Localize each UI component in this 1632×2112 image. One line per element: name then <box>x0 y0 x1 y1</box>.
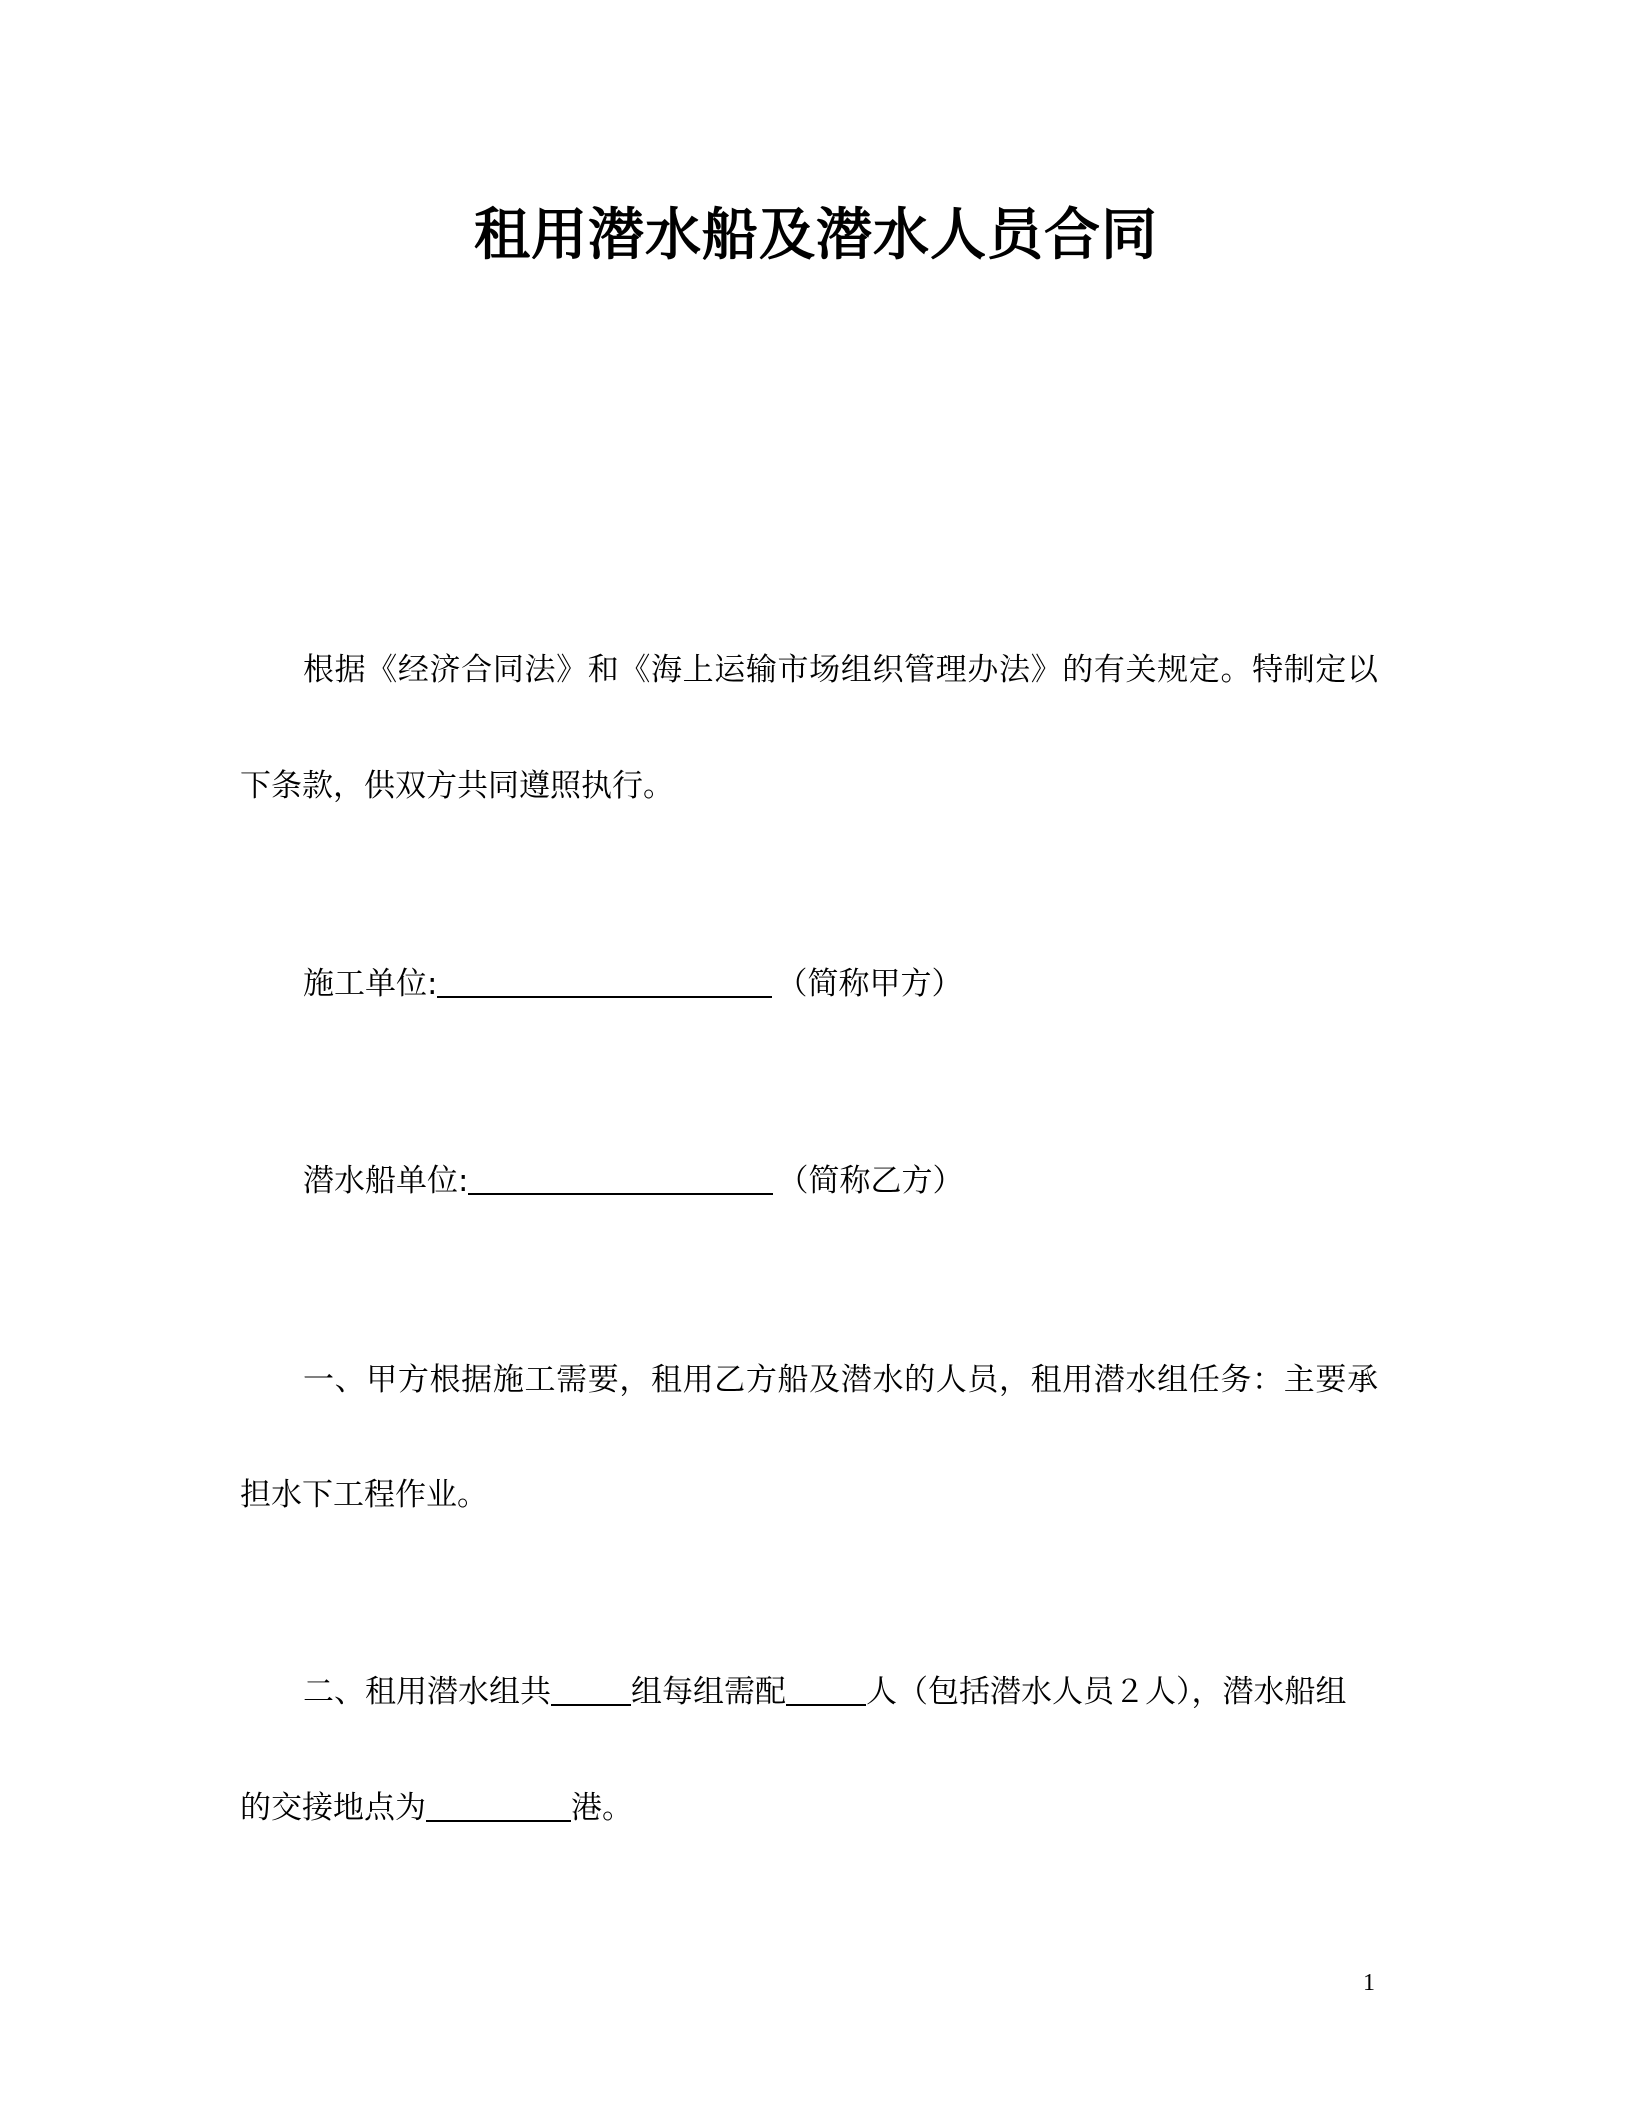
clause-2-text-part-1: 二、租用潜水组共 <box>303 1674 551 1710</box>
clause-1-text-2: 担水下工程作业。 <box>240 1477 488 1513</box>
party-b-suffix: （简称乙方） <box>777 1163 964 1199</box>
group-count-blank[interactable] <box>551 1674 631 1706</box>
handover-port-blank[interactable] <box>426 1790 571 1822</box>
clause-2-line-1 <box>303 1670 1347 1714</box>
party-a-line <box>303 962 962 1006</box>
intro-text-1: 根据《经济合同法》和《海上运输市场组织管理办法》的有关规定。特制定以 <box>303 652 1378 688</box>
clause-2-text-part-2: 组每组需配 <box>631 1674 786 1710</box>
page-number: 1 <box>1363 1970 1375 1996</box>
party-b-blank[interactable] <box>468 1163 773 1195</box>
party-b-label: 潜水船单位: <box>303 1163 469 1199</box>
intro-paragraph-line-1 <box>303 648 1378 692</box>
party-a-label: 施工单位: <box>303 966 438 1002</box>
party-a-blank[interactable] <box>437 966 772 998</box>
intro-paragraph-line-2 <box>240 764 674 808</box>
clause-2-line-2 <box>240 1786 633 1830</box>
persons-per-group-blank[interactable] <box>786 1674 866 1706</box>
clause-1-text-1: 一、甲方根据施工需要，租用乙方船及潜水的人员，租用潜水组任务：主要承 <box>303 1362 1378 1398</box>
party-a-suffix: （简称甲方） <box>776 966 963 1002</box>
clause-2-line-2-text-2: 港。 <box>571 1790 633 1826</box>
clause-2-text-part-3: 人（包括潜水人员２人），潜水船组 <box>866 1674 1347 1710</box>
party-b-line <box>303 1159 963 1203</box>
clause-1-line-2 <box>240 1473 488 1517</box>
document-title: 租用潜水船及潜水人员合同 <box>474 203 1158 268</box>
clause-2-line-2-text-1: 的交接地点为 <box>240 1790 426 1826</box>
clause-1-line-1 <box>303 1358 1378 1402</box>
intro-text-2: 下条款，供双方共同遵照执行。 <box>240 768 674 804</box>
